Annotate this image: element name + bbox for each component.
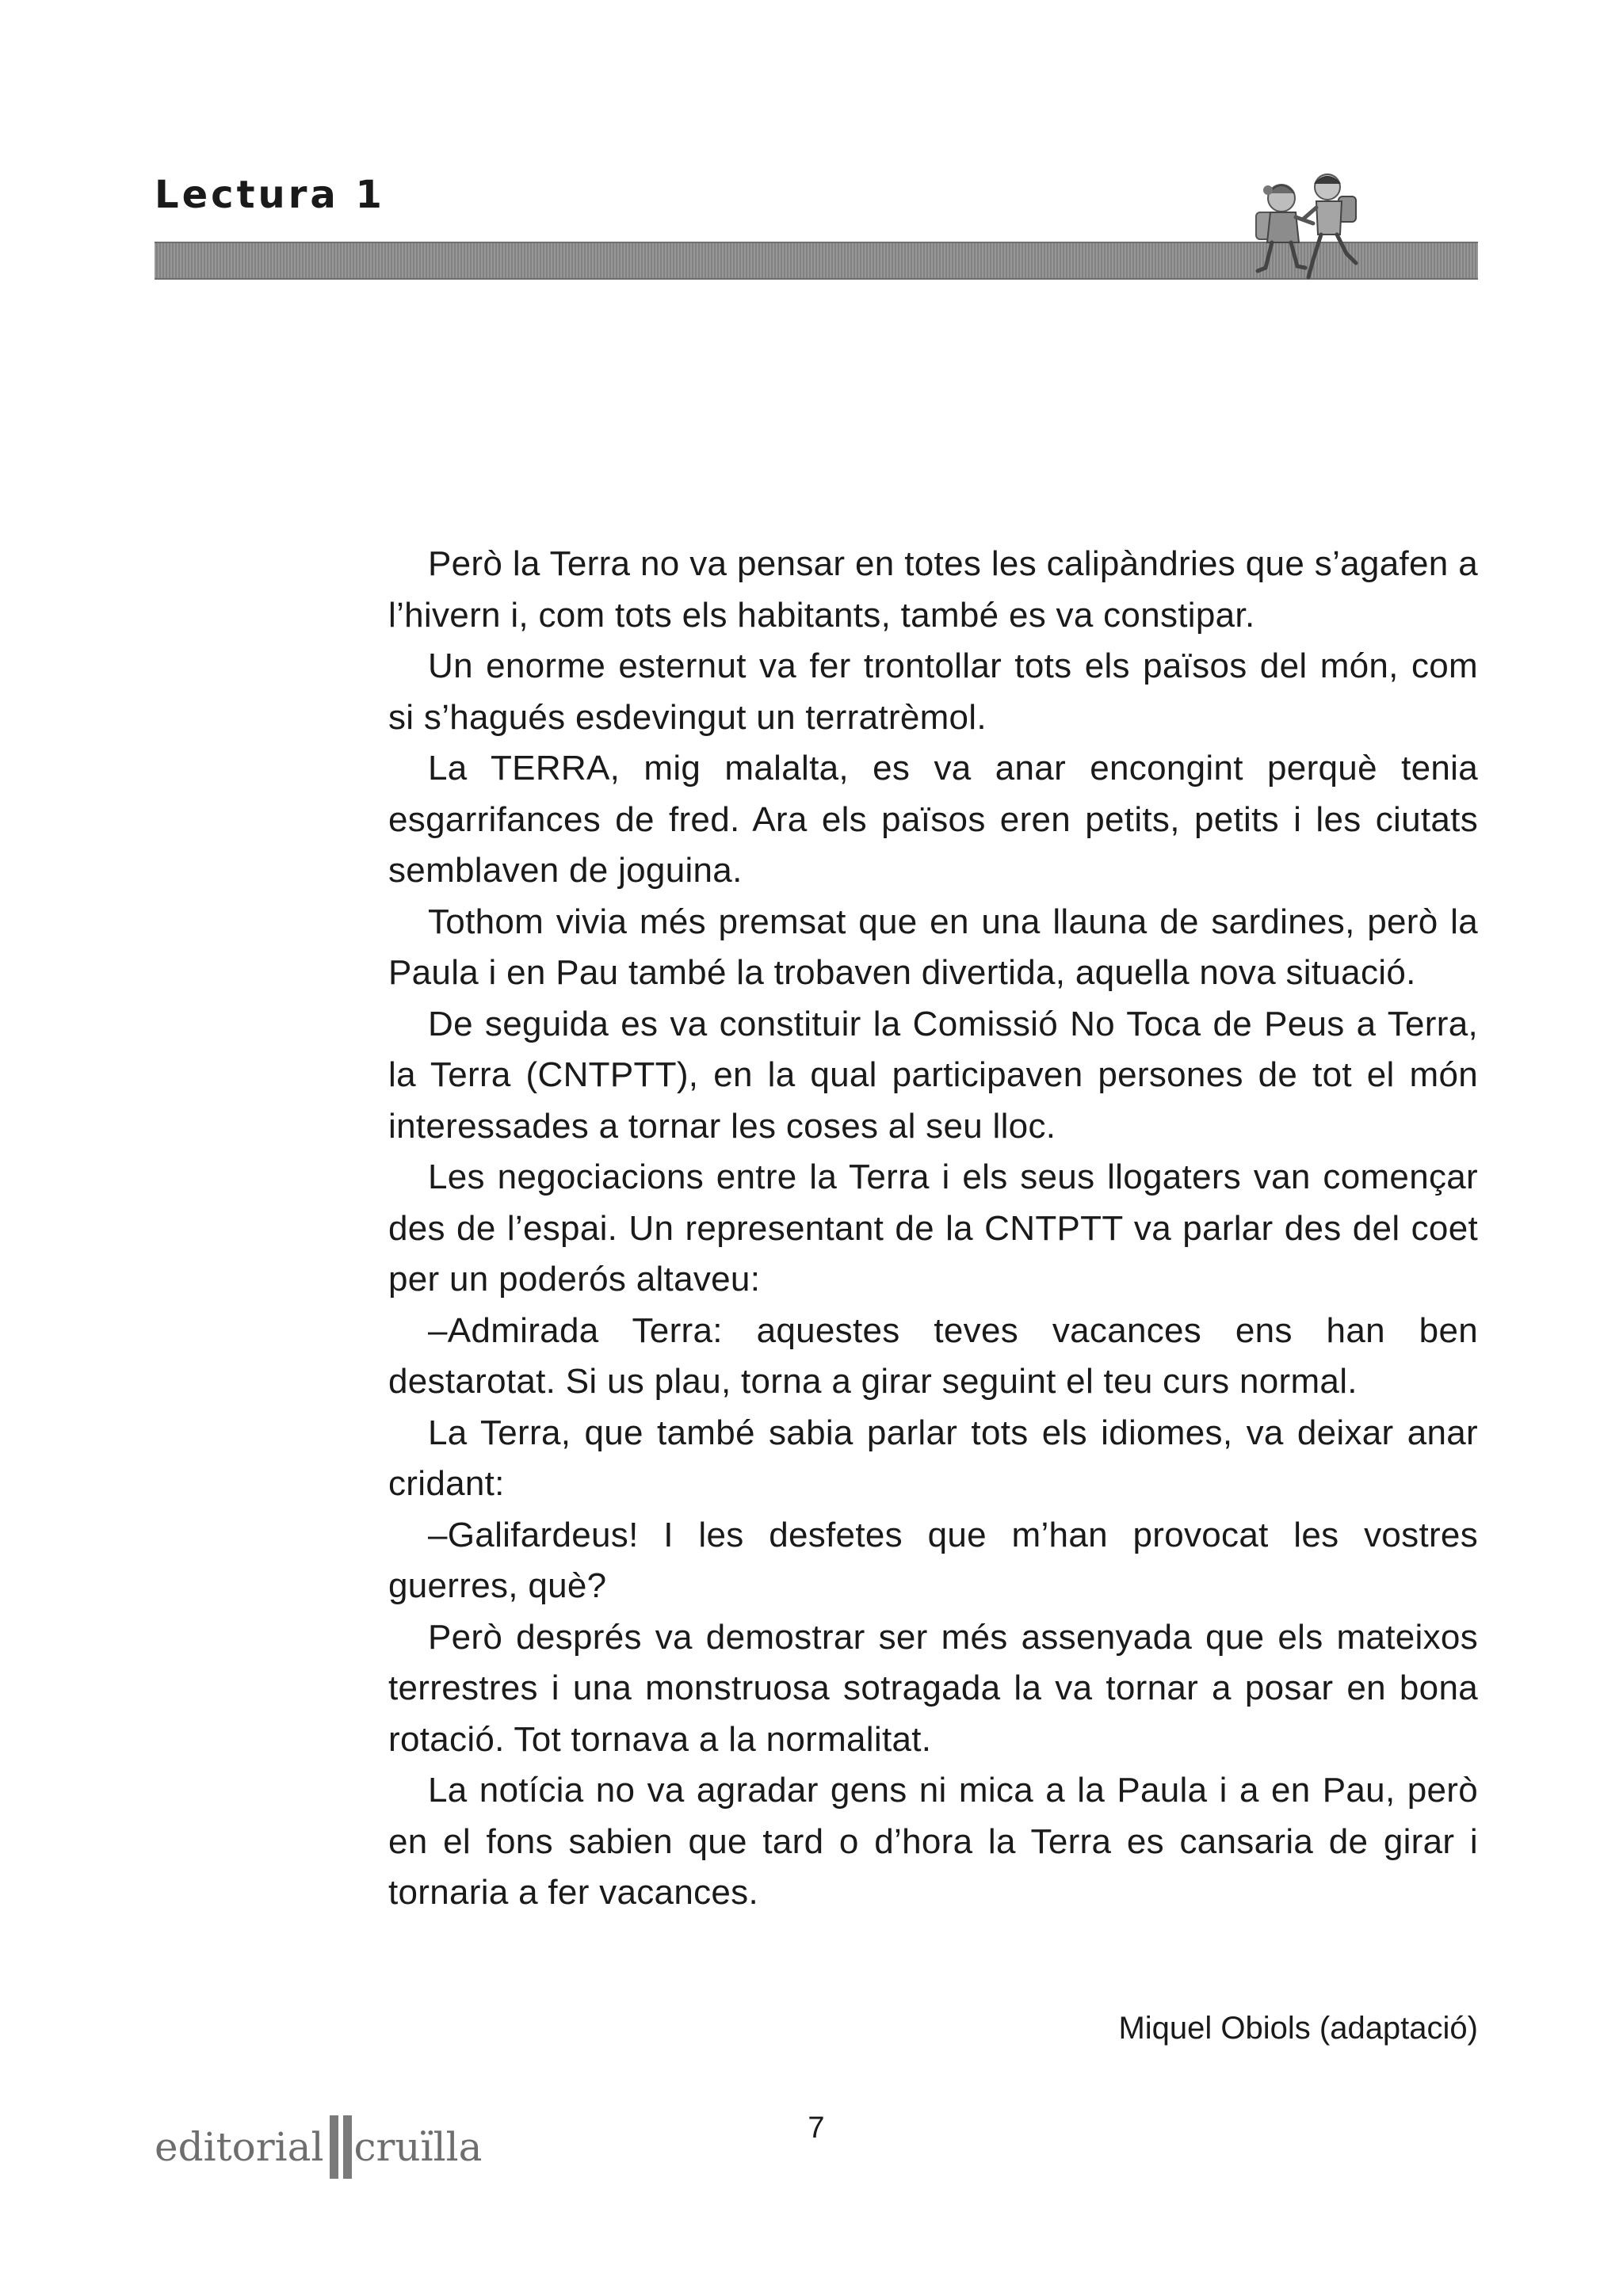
paragraph-10: Però després va demostrar ser més assenyada que els mateixos terrestres i una monstruosa sotragada la va tornar a posar en bona rotació. Tot tornava a la normalitat.: [388, 1617, 1478, 1759]
paragraph-7: –Admirada Terra: aquestes teves vacances ens han ben destarotat. Si us plau, torna a girar seguint el teu curs normal.: [388, 1310, 1478, 1401]
author-attribution: Miquel Obiols (adaptació): [1118, 2011, 1478, 2046]
paragraph-11: La notícia no va agradar gens ni mica a la Paula i a en Pau, però en el fons sabien que tard o d’hora la Terra es cansaria de girar i tornaria a fer vacances.: [388, 1771, 1478, 1912]
page-number: 7: [808, 2111, 825, 2145]
paragraph-4: Tothom vivia més premsat que en una llauna de sardines, però la Paula i en Pau també la trobaven divertida, aquella nova situació.: [388, 902, 1478, 992]
paragraph-8: La Terra, que també sabia parlar tots els idiomes, va deixar anar cridant:: [388, 1413, 1478, 1503]
paragraph-5: De seguida es va constituir la Comissió No Toca de Peus a Terra, la Terra (CNTPTT), en la qual participaven persones de tot el món interessades a tornar les coses al seu lloc.: [388, 1004, 1478, 1146]
paragraph-9: –Galifardeus! I les desfetes que m’han provocat les vostres guerres, què?: [388, 1515, 1478, 1605]
paragraph-6: Les negociacions entre la Terra i els seus llogaters van començar des de l’espai. Un representant de la CNTPTT va parlar des del coet per un poderós altaveu:: [388, 1158, 1478, 1299]
cruilla-logo-mark-icon: [330, 2115, 352, 2179]
paragraph-2: Un enorme esternut va fer trontollar tots els països del món, com si s’hagués esdevingut un terratrèmol.: [388, 646, 1478, 737]
children-hikers-icon: [1240, 166, 1367, 285]
lesson-title: Lectura 1: [155, 173, 385, 217]
paragraph-1: Però la Terra no va pensar en totes les calipàndries que s’agafen a l’hivern i, com tots els habitants, també es va constipar.: [388, 544, 1478, 635]
story-text: [388, 539, 1478, 1919]
publisher-logo: [155, 2111, 482, 2183]
publisher-name-part-b: cruïlla: [353, 2124, 483, 2170]
paragraph-3: La TERRA, mig malalta, es va anar encongint perquè tenia esgarrifances de fred. Ara els països eren petits, petits i les ciutats semblaven de joguina.: [388, 749, 1478, 890]
publisher-name-part-a: editorial: [155, 2124, 324, 2170]
